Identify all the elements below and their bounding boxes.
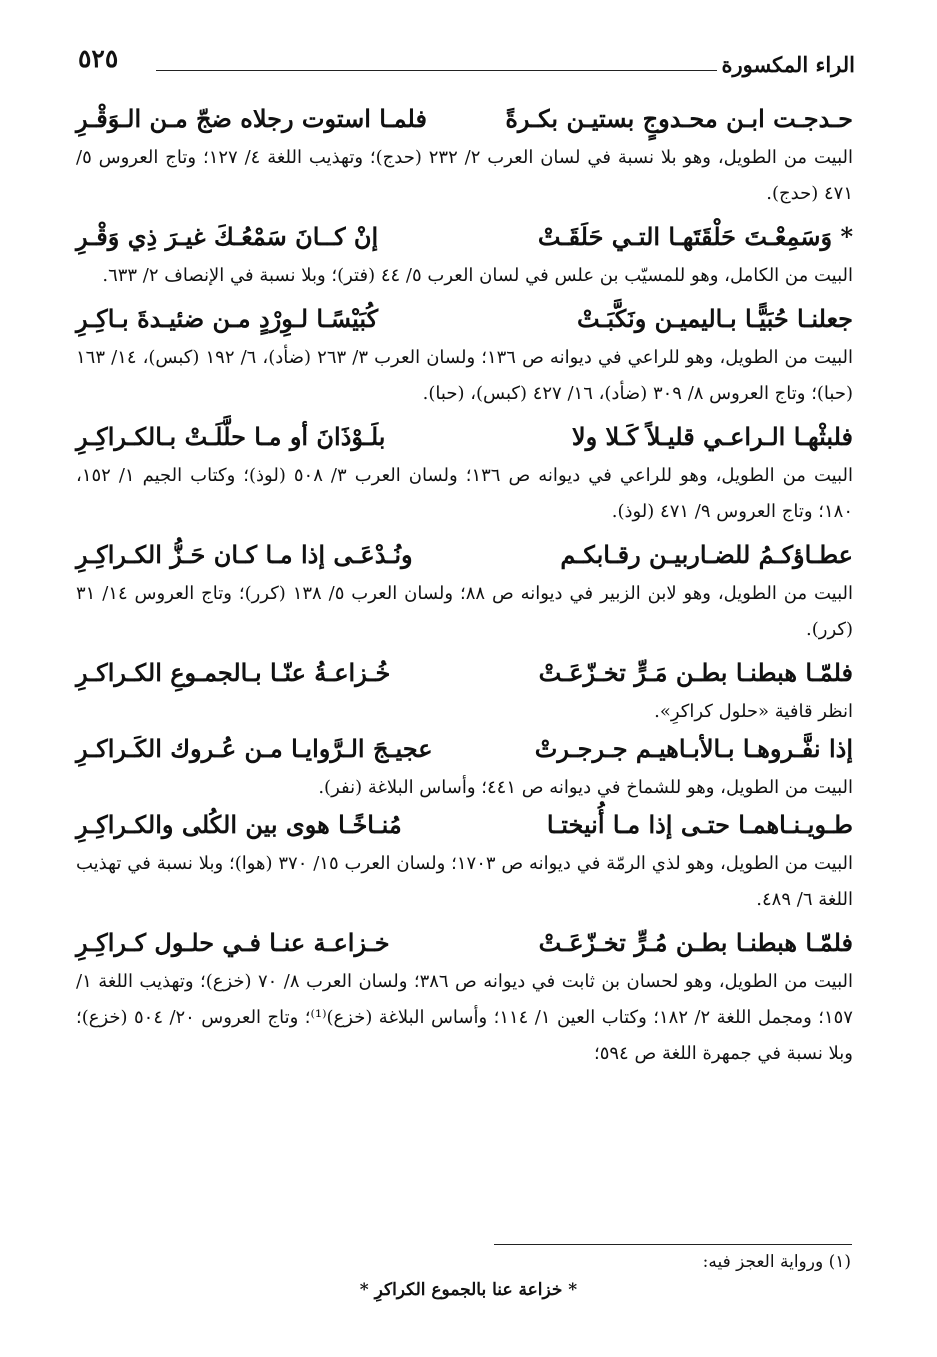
- verse-first-hemistich: فلمّـا هبطنـا بطـن مُـرٍّ تخـزّعَـتْ: [538, 928, 853, 957]
- verse-second-hemistich: فلمـا استوت رجلاه ضجّ مـن الـوَقْـرِ: [76, 104, 427, 133]
- entry: [76, 732, 853, 806]
- verse-second-hemistich: بلَـوْذَانَ أو مـا حلَّلَـتْ بـالكـراكِـرِ: [76, 422, 386, 451]
- entry: [76, 102, 853, 212]
- verse: [76, 102, 853, 140]
- verse-note: البيت من الطويل، وهو للراعي في ديوانه ص ١٣٦؛ ولسان العرب ٣/ ٢٦٣ (ضأد)، ٦/ ١٩٢ (كبس)، ١٤/ ١٦٣ (حبا)؛ وتاج العروس ٨/ ٣٠٩ (ضأد)، ١٦/ ٤٢٧ (كبس)، (حبا).: [76, 347, 853, 404]
- verse-note: البيت من الطويل، وهو لحسان بن ثابت في ديوانه ص ٣٨٦؛ ولسان العرب ٨/ ٧٠ (خزع)؛ وتهذيب اللغة ١/ ١٥٧؛ ومجمل اللغة ٢/ ١٨٢؛ وكتاب العين ١/ ١١٤؛ وأساس البلاغة (خزع)⁽¹⁾؛ وتاج العروس ٢٠/ ٥٠٤ (خزع)؛ وبلا نسبة في جمهرة اللغة ص ٥٩٤؛: [76, 971, 853, 1064]
- verse: [76, 420, 853, 458]
- verse-first-hemistich: عطـاؤكـمُ للضـاربيـن رقـابكـم: [560, 540, 853, 569]
- verse: [76, 656, 853, 694]
- verse-note: انظر قافية «حلول كراكرِ».: [654, 701, 853, 722]
- footnote-verse: * خزاعة عنا بالجموع الكراكرِ *: [359, 1280, 578, 1300]
- verse: [76, 926, 853, 964]
- verse-note: البيت من الطويل، وهو للراعي في ديوانه ص ١٣٦؛ ولسان العرب ٣/ ٥٠٨ (لوذ)؛ وكتاب الجيم ١/ ١٥٢، ١٨٠؛ وتاج العروس ٩/ ٤٧١ (لوذ).: [76, 465, 853, 522]
- section-title: الراء المكسورة: [721, 52, 855, 77]
- verse-first-hemistich: جعلنـا حُبَيًّـا بـاليميـن ونَكَّبَـتْ: [576, 304, 853, 333]
- verse-first-hemistich: إذا نفَّـروهـا بـالأبـاهيـم جـرجـرتْ: [534, 734, 853, 763]
- verse: [76, 732, 853, 770]
- entry: [76, 420, 853, 530]
- verse-first-hemistich: فلمّـا هبطنـا بطـن مَـرٍّ تخـزّعَـتْ: [538, 658, 853, 687]
- verse-first-hemistich: فلبثْهـا الـراعـي قليـلاً كَـلا ولا: [571, 422, 853, 451]
- verse: [76, 538, 853, 576]
- footnote: (١) ورواية العجز فيه:: [702, 1252, 851, 1272]
- verse-first-hemistich: حـدجـت ابـن محـدوجٍ بستيـن بكـرةً: [505, 104, 853, 133]
- verse-second-hemistich: خـزاعـة عنـا فـي حلـول كـراكِـرِ: [76, 928, 390, 957]
- verse: [76, 302, 853, 340]
- verse-first-hemistich: * وَسَمِعْـتَ حَلْقَتَهـا التـي حَلَقَـتْ: [537, 222, 853, 251]
- footnote-rule: [494, 1244, 852, 1245]
- verse-second-hemistich: عجيـجَ الـرَّوايـا مـن عُـروك الكَـراكـرِ: [76, 734, 433, 763]
- verse-note: البيت من الطويل، وهو لذي الرمّة في ديوانه ص ١٧٠٣؛ ولسان العرب ١٥/ ٣٧٠ (هوا)؛ وبلا نسبة في تهذيب اللغة ٦/ ٤٨٩.: [76, 853, 853, 910]
- verse-second-hemistich: إنْ كــانَ سَمْعُـكَ غيـرَ ذِي وَقْـرِ: [76, 222, 379, 251]
- verse-second-hemistich: مُنـاخًـا هوى بين الكُلى والكـراكِـرِ: [76, 810, 402, 839]
- verse-second-hemistich: كُبَيْسًـا لـوِرْدٍ مـن ضئيـدةَ بـاكِـرِ: [76, 304, 379, 333]
- verse-note: البيت من الطويل، وهو بلا نسبة في لسان العرب ٢/ ٢٣٢ (حدج)؛ وتهذيب اللغة ٤/ ١٢٧؛ وتاج العروس ٥/ ٤٧١ (حدج).: [76, 147, 853, 204]
- page-header: [78, 40, 855, 80]
- entry: [76, 926, 853, 1072]
- verse-note: البيت من الطويل، وهو لابن الزبير في ديوانه ص ٨٨؛ ولسان العرب ٥/ ١٣٨ (كرر)؛ وتاج العروس ١٤/ ٣١ (كرر).: [76, 583, 853, 640]
- entry: [76, 220, 853, 294]
- verse-second-hemistich: ونُـدْعَـى إذا مـا كـان حَـزُّ الكـراكِـرِ: [76, 540, 413, 569]
- verse-first-hemistich: طـويـنـاهمـا حتـى إذا مـا أُنيختـا: [546, 810, 853, 839]
- verse-second-hemistich: خُـزاعـةُ عنّـا بـالجمـوعِ الكـراكـرِ: [76, 658, 391, 687]
- entries: [76, 102, 853, 1080]
- entry: [76, 538, 853, 648]
- header-rule: [156, 70, 717, 71]
- entry: [76, 808, 853, 918]
- page-number: ٥٢٥: [78, 44, 119, 73]
- entry: [76, 302, 853, 412]
- verse-note: البيت من الطويل، وهو للشماخ في ديوانه ص ٤٤١؛ وأساس البلاغة (نفر).: [318, 777, 853, 798]
- verse-note: البيت من الكامل، وهو للمسيّب بن علس في لسان العرب ٥/ ٤٤ (فتر)؛ وبلا نسبة في الإنصاف ٢/ ٦٣٣.: [102, 265, 853, 286]
- verse: [76, 808, 853, 846]
- verse: [76, 220, 853, 258]
- entry: [76, 656, 853, 730]
